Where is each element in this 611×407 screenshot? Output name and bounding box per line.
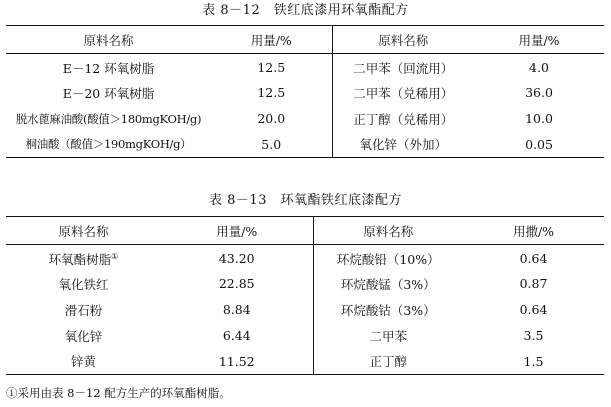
amount-value: 12.5	[257, 60, 286, 76]
amount-value: 0.64	[519, 251, 548, 267]
table-row	[6, 323, 604, 349]
amount-value: 6.44	[222, 328, 251, 343]
amount-value: 12.5	[257, 85, 286, 100]
material-name: 二甲苯	[313, 323, 463, 349]
material-name: 二甲苯（兑稀用）	[332, 80, 474, 106]
footnote: ①采用由表 8－12 配方生产的环氧酯树脂。	[6, 386, 231, 400]
material-name: 氧化锌（外加）	[332, 132, 474, 158]
table-row	[6, 106, 604, 132]
material-name: 环烷酸铅（10%）	[313, 245, 463, 271]
amount-value: 1.5	[523, 353, 544, 369]
table-row	[6, 297, 604, 323]
material-name: 滑石粉	[64, 302, 103, 318]
amount-value: 0.05	[525, 136, 553, 152]
material-name: E－12 环氧树脂	[62, 60, 155, 76]
table1-caption: 表 8－12 铁红底漆用环氧酯配方	[202, 3, 409, 18]
table-row	[6, 349, 604, 375]
material-name: 环烷酸钴（3%）	[313, 297, 463, 323]
amount-value: 5.0	[261, 136, 282, 152]
material-name: 脱水蓖麻油酸(酸值＞180mgKOH/g)	[15, 111, 202, 126]
column-header: 原料名称	[83, 32, 134, 48]
material-name: 环烷酸锰（3%）	[313, 271, 463, 297]
amount-value: 8.84	[222, 302, 251, 317]
column-header: 原料名称	[332, 26, 474, 54]
column-header: 用量/%	[216, 223, 258, 239]
material-name: 正丁醇（兑稀用）	[332, 106, 474, 132]
table-header-row	[6, 26, 604, 54]
table-row	[6, 132, 604, 158]
column-header: 用撒/%	[512, 223, 555, 239]
material-name	[6, 245, 161, 271]
material-name-text: 环氧酯树脂	[48, 251, 112, 267]
amount-value: 0.87	[519, 276, 548, 291]
table-8-12	[6, 25, 604, 158]
material-name: 二甲苯（回流用）	[332, 54, 474, 80]
material-name: 锌黄	[70, 354, 96, 370]
column-header: 用量/%	[250, 32, 292, 48]
table-row	[6, 271, 604, 297]
amount-value: 0.64	[519, 302, 548, 317]
material-name: E－20 环氧树脂	[62, 85, 155, 101]
material-name: 正丁醇	[313, 349, 463, 375]
amount-value: 4.0	[529, 60, 549, 76]
table-header-row	[6, 217, 604, 245]
amount-value: 10.0	[525, 111, 553, 126]
footnote-marker: ①	[111, 251, 119, 261]
material-name: 氧化铁红	[58, 276, 109, 292]
amount-value: 11.52	[218, 353, 255, 369]
amount-value: 36.0	[525, 85, 553, 100]
amount-value: 3.5	[523, 328, 544, 343]
amount-value: 43.20	[218, 251, 255, 267]
table-row	[6, 54, 604, 80]
table-8-13	[6, 216, 604, 375]
material-name: 氧化锌	[64, 328, 103, 344]
material-name: 桐油酸（酸值＞190mgKOH/g）	[25, 137, 192, 152]
column-header: 用量/%	[518, 32, 560, 48]
amount-value: 20.0	[257, 111, 286, 126]
table2-caption: 表 8－13 环氧酯铁红底漆配方	[209, 193, 402, 208]
table-row	[6, 80, 604, 106]
amount-value: 22.85	[218, 276, 255, 291]
column-header: 原料名称	[58, 223, 109, 239]
column-header: 原料名称	[313, 217, 463, 245]
table-row	[6, 245, 604, 271]
